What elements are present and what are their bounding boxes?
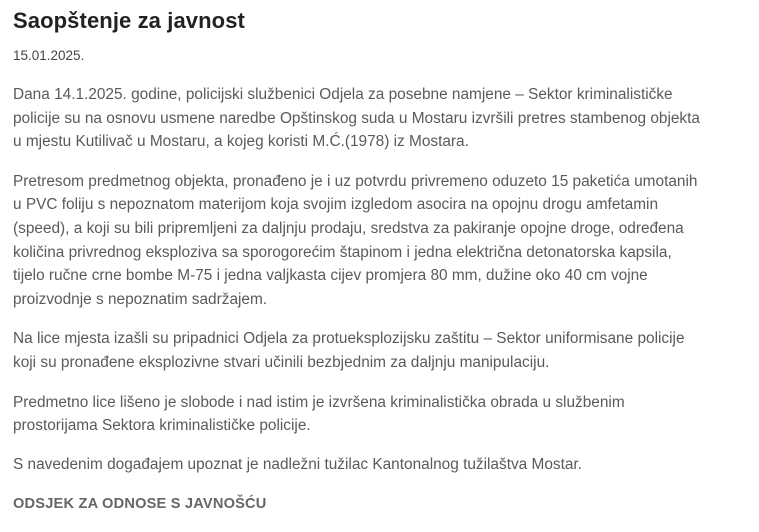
paragraph-prosecutor [13, 453, 758, 477]
publish-date: 15.01.2025. [13, 48, 85, 63]
paragraph-line: Pretresom predmetnog objekta, pronađeno je i uz potvrdu privremeno oduzeto 15 paketića umotanih [13, 172, 698, 190]
paragraph-line: prostorijama Sektora kriminalističke policije. [13, 417, 311, 435]
paragraph-line: u PVC foliju s nepoznatom materijom koja svojim izgledom asocira na opojnu drogu amfetamin [13, 196, 659, 214]
paragraph-line: količina privrednog eksploziva sa sporogorećim štapinom i jedna električna detonatorska kapsila, [13, 243, 672, 261]
paragraph-line: Predmetno lice lišeno je slobode i nad istim je izvršena kriminalistička obrada u službenim [13, 393, 625, 411]
page-title: Saopštenje za javnost [13, 8, 245, 33]
paragraph-line: u mjestu Kutilivač u Mostaru, a kojeg koristi M.Ć.(1978) iz Mostara. [13, 133, 469, 151]
department-signature: ODSJEK ZA ODNOSE S JAVNOŠĆU [13, 496, 267, 513]
paragraph-line: Na lice mjesta izašli su pripadnici Odjela za protueksplozijsku zaštitu – Sektor uniformisane policije [13, 330, 685, 348]
paragraph-line: S navedenim događajem upoznat je nadležni tužilac Kantonalnog tužilaštva Mostar. [13, 455, 582, 473]
paragraph-arrest [13, 391, 758, 438]
paragraph-line: (speed), a koji su bili pripremljeni za daljnju prodaju, sredstva za pakiranje opojne droge, određena [13, 219, 684, 237]
paragraph-seized-items [13, 170, 758, 312]
paragraph-line: proizvodnje s nepoznatim sadržajem. [13, 290, 268, 308]
paragraph-line: Dana 14.1.2025. godine, policijski službenici Odjela za posebne namjene – Sektor kriminalističke [13, 86, 673, 103]
paragraph-line: tijelo ručne crne bombe M-75 i jedna valjkasta cijev promjera 80 mm, dužine oko 40 cm vojne [13, 267, 648, 285]
paragraph-search-warrant [13, 83, 758, 154]
paragraph-line: koji su pronađene eksplozivne stvari učinili bezbjednim za daljnju manipulaciju. [13, 353, 550, 371]
paragraph-bomb-squad [13, 327, 758, 374]
paragraph-line: policije su na osnovu usmene naredbe Opštinskog suda u Mostaru izvršili pretres stambenog objekta [13, 109, 700, 127]
